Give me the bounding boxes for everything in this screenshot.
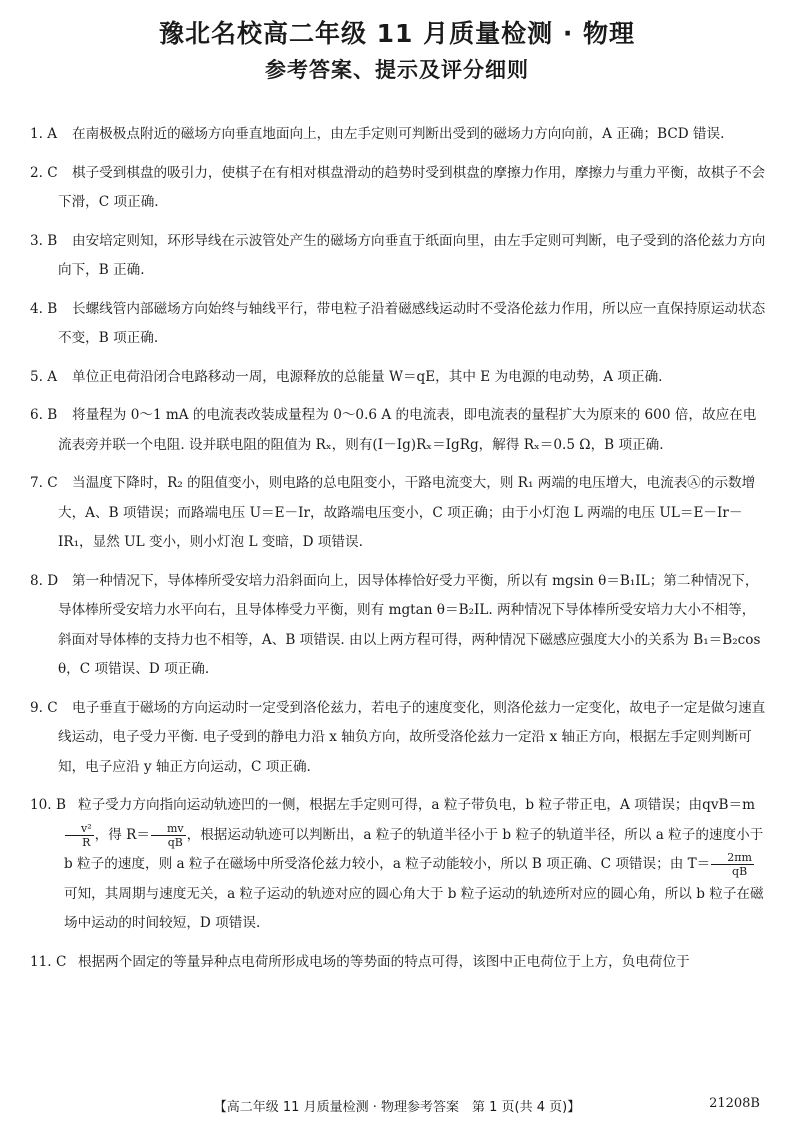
answer-text: 在南极极点附近的磁场方向垂直地面向上，由左手定则可判断出受到的磁场力方向向前，A 正确；BCD 错误.: [72, 126, 725, 142]
answer-number: 5. A: [30, 368, 58, 385]
answer-number: 8. D: [30, 572, 59, 589]
fraction-mv-over-qb: [151, 822, 186, 849]
answer-item-10: [30, 791, 766, 939]
answer-item-3: [30, 227, 766, 286]
answer-item-8: [30, 567, 766, 685]
answer-item-7: [30, 469, 766, 558]
answer-number: 7. C: [30, 475, 58, 491]
fraction-denominator: qB: [732, 865, 748, 878]
fraction-denominator: R: [82, 835, 91, 849]
answer-number: 4. B: [30, 300, 58, 317]
fraction-v2-over-r: [65, 822, 94, 849]
fraction-denominator: qB: [167, 835, 183, 849]
answer-text: 当温度下降时，R₂ 的阻值变小，则电路的总电阻变小，干路电流变大，则 R₁ 两端的电压增大，电流表Ⓐ的示数增大，A、B 项错误；而路端电压 U＝E－Ir，故路端电压变小，C 项正确；由于小灯泡 L 两端的电压 UL＝E－Ir－IR₁，显然 UL 变小，则小灯泡 L 变暗，D 项错误.: [58, 475, 756, 550]
answer-number: 11. C: [30, 953, 67, 970]
answer-number: 10. B: [30, 797, 66, 813]
page-title: 豫北名校高二年级 11 月质量检测 · 物理: [158, 19, 636, 48]
answer-number: 2. C: [30, 164, 58, 181]
answer-text-part: ，根据运动轨迹可以判断出，a 粒子的轨道半径小于 b 粒子的轨道半径，所以 a 粒子的速度小于 b 粒子的速度，则 a 粒子在磁场中所受洛伦兹力较小，a 粒子动能较小，所以 B 项正确、C 项错误；: [64, 826, 764, 872]
answer-text: 棋子受到棋盘的吸引力，使棋子在有相对棋盘滑动的趋势时受到棋盘的摩擦力作用，摩擦力与重力平衡，故棋子不会下滑，C 项正确.: [58, 164, 766, 210]
answer-text: [64, 791, 766, 939]
footer-page-info: 【高二年级 11 月质量检测 · 物理参考答案 第 1 页(共 4 页)】: [213, 1100, 581, 1115]
answer-number: 3. B: [30, 232, 58, 249]
answer-number: 9. C: [30, 699, 58, 716]
answer-text-part: 粒子受力方向指向运动轨迹凹的一侧，根据左手定则可得，a 粒子带负电，b 粒子带正电，A 项错误；由: [78, 797, 703, 813]
footer-code: 21208B: [709, 1096, 760, 1111]
answer-list: [30, 120, 766, 986]
answer-text: 第一种情况下，导体棒所受安培力沿斜面向上，因导体棒恰好受力平衡，所以有 mgsin θ＝B₁IL；第二种情况下，导体棒所受安培力水平向右，且导体棒受力平衡，则有 mgtan θ＝B₂IL. 两种情况下导体棒所受安培力大小不相等，斜面对导体棒的支持力也不相等，A、B 项错误. 由以上两方程可得，两种情况下磁感应强度大小的关系为 B₁＝B₂cos θ，C 项错误、D 项正确.: [58, 572, 761, 677]
fraction-numerator: 2πm: [711, 851, 754, 865]
answer-item-11: [30, 948, 766, 978]
answer-text: 将量程为 0～1 mA 的电流表改装成量程为 0～0.6 A 的电流表，即电流表的量程扩大为原来的 600 倍，故应在电流表旁并联一个电阻. 设并联电阻的阻值为 Rₓ，则有(I－Ig)Rₓ＝IgRg，解得 Rₓ＝0.5 Ω，B 项正确.: [58, 407, 757, 453]
answer-text: 单位正电荷沿闭合电路移动一周，电源释放的总能量 W＝qE，其中 E 为电源的电动势，A 项正确.: [72, 368, 663, 385]
fraction-2pim-over-qb: [711, 851, 754, 878]
answer-item-5: [30, 363, 766, 393]
page-subtitle: 参考答案、提示及评分细则: [265, 58, 529, 82]
formula-text: ，得 R＝: [94, 826, 150, 843]
answer-number: 1. A: [30, 126, 58, 142]
answer-text: 由安培定则知，环形导线在示波管处产生的磁场方向垂直于纸面向里，由左手定则可判断，电子受到的洛伦兹力方向向下，B 正确.: [58, 232, 766, 278]
formula-text: 由 T＝: [669, 856, 711, 872]
fraction-numerator: v²: [65, 822, 94, 836]
answer-item-6: [30, 401, 766, 460]
answer-text: 电子垂直于磁场的方向运动时一定受到洛伦兹力，若电子的速度变化，则洛伦兹力一定变化，故电子一定是做匀速直线运动，电子受力平衡. 电子受到的静电力沿 x 轴负方向，故所受洛伦兹力一定沿 x 轴正方向，根据左手定则判断可知，电子应沿 y 轴正方向运动，C 项正确.: [58, 699, 766, 775]
formula-text: qvB＝m: [702, 797, 755, 813]
answer-text-part: 可知，其周期与速度无关，a 粒子运动的轨迹对应的圆心角大于 b 粒子运动的轨迹所对应的圆心角，所以 b 粒子在磁场中运动的时间较短，D 项错误.: [64, 885, 764, 931]
answer-item-9: [30, 694, 766, 783]
answer-item-1: [30, 120, 766, 150]
answer-text: 长螺线管内部磁场方向始终与轴线平行，带电粒子沿着磁感线运动时不受洛伦兹力作用，所以应一直保持原运动状态不变，B 项正确.: [58, 300, 766, 346]
answer-item-2: [30, 159, 766, 218]
answer-text: 根据两个固定的等量异种点电荷所形成电场的等势面的特点可得，该图中正电荷位于上方，负电荷位于: [78, 953, 690, 970]
fraction-numerator: mv: [151, 822, 186, 836]
answer-item-4: [30, 295, 766, 354]
answer-number: 6. B: [30, 407, 58, 423]
